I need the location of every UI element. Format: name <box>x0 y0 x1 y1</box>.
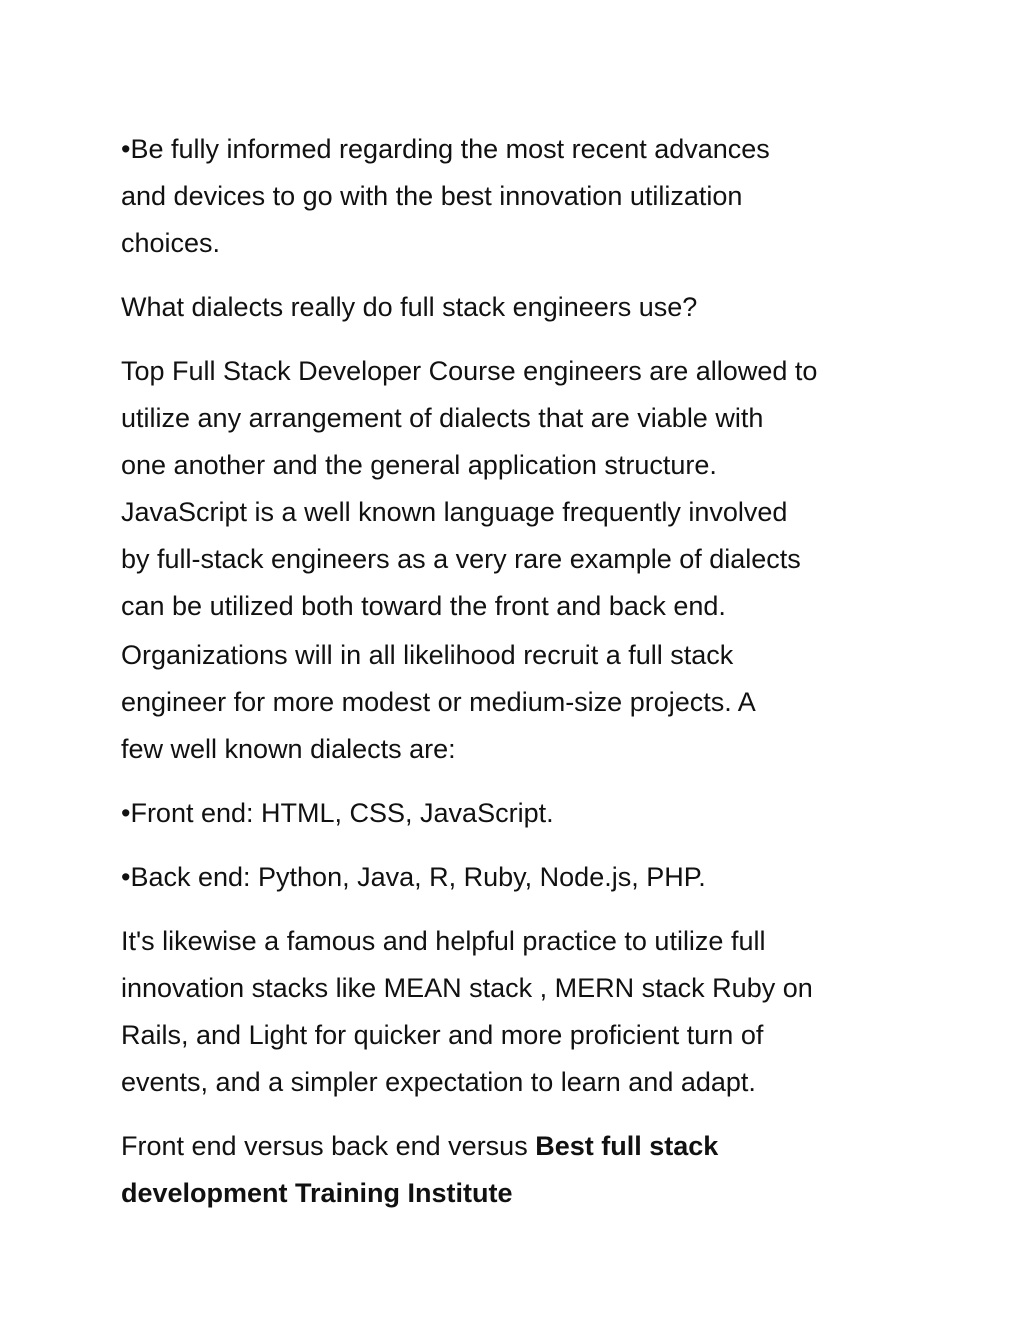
text-regular: Front end versus back end versus <box>121 1131 536 1161</box>
text-line: •Be fully informed regarding the most recent advances <box>121 134 770 164</box>
text-line: events, and a simpler expectation to learn and adapt. <box>121 1067 756 1097</box>
text-line: JavaScript is a well known language frequently involved <box>121 497 788 527</box>
training-institute-link-text: Best full stack <box>535 1131 719 1161</box>
text-line: innovation stacks like MEAN stack , MERN stack Ruby on <box>121 973 813 1003</box>
text-line: utilize any arrangement of dialects that are viable with <box>121 403 764 433</box>
text-line: What dialects really do full stack engineers use? <box>121 292 698 322</box>
question-heading <box>121 284 921 331</box>
text-line: engineer for more modest or medium-size projects. A <box>121 687 756 717</box>
body-paragraph-stacks <box>121 918 921 1106</box>
final-paragraph <box>121 1123 921 1217</box>
bullet-front-end <box>121 790 921 837</box>
text-line: few well known dialects are: <box>121 734 456 764</box>
text-line: Top Full Stack Developer Course engineers are allowed to <box>121 356 818 386</box>
body-paragraph-dialects <box>121 348 921 630</box>
text-line: •Back end: Python, Java, R, Ruby, Node.js, PHP. <box>121 862 706 892</box>
text-line: •Front end: HTML, CSS, JavaScript. <box>121 798 554 828</box>
bullet-paragraph-advances <box>121 126 921 267</box>
text-line: can be utilized both toward the front and back end. <box>121 591 726 621</box>
body-paragraph-organizations <box>121 632 921 773</box>
text-line: Rails, and Light for quicker and more proficient turn of <box>121 1020 764 1050</box>
text-line: choices. <box>121 228 221 258</box>
text-line: and devices to go with the best innovation utilization <box>121 181 743 211</box>
document-page <box>121 126 921 1217</box>
bullet-back-end <box>121 854 921 901</box>
text-line: one another and the general application structure. <box>121 450 717 480</box>
text-line: It's likewise a famous and helpful practice to utilize full <box>121 926 766 956</box>
text-line: by full-stack engineers as a very rare example of dialects <box>121 544 801 574</box>
training-institute-link-text-cont: development Training Institute <box>121 1178 513 1208</box>
text-line: Organizations will in all likelihood recruit a full stack <box>121 640 734 670</box>
